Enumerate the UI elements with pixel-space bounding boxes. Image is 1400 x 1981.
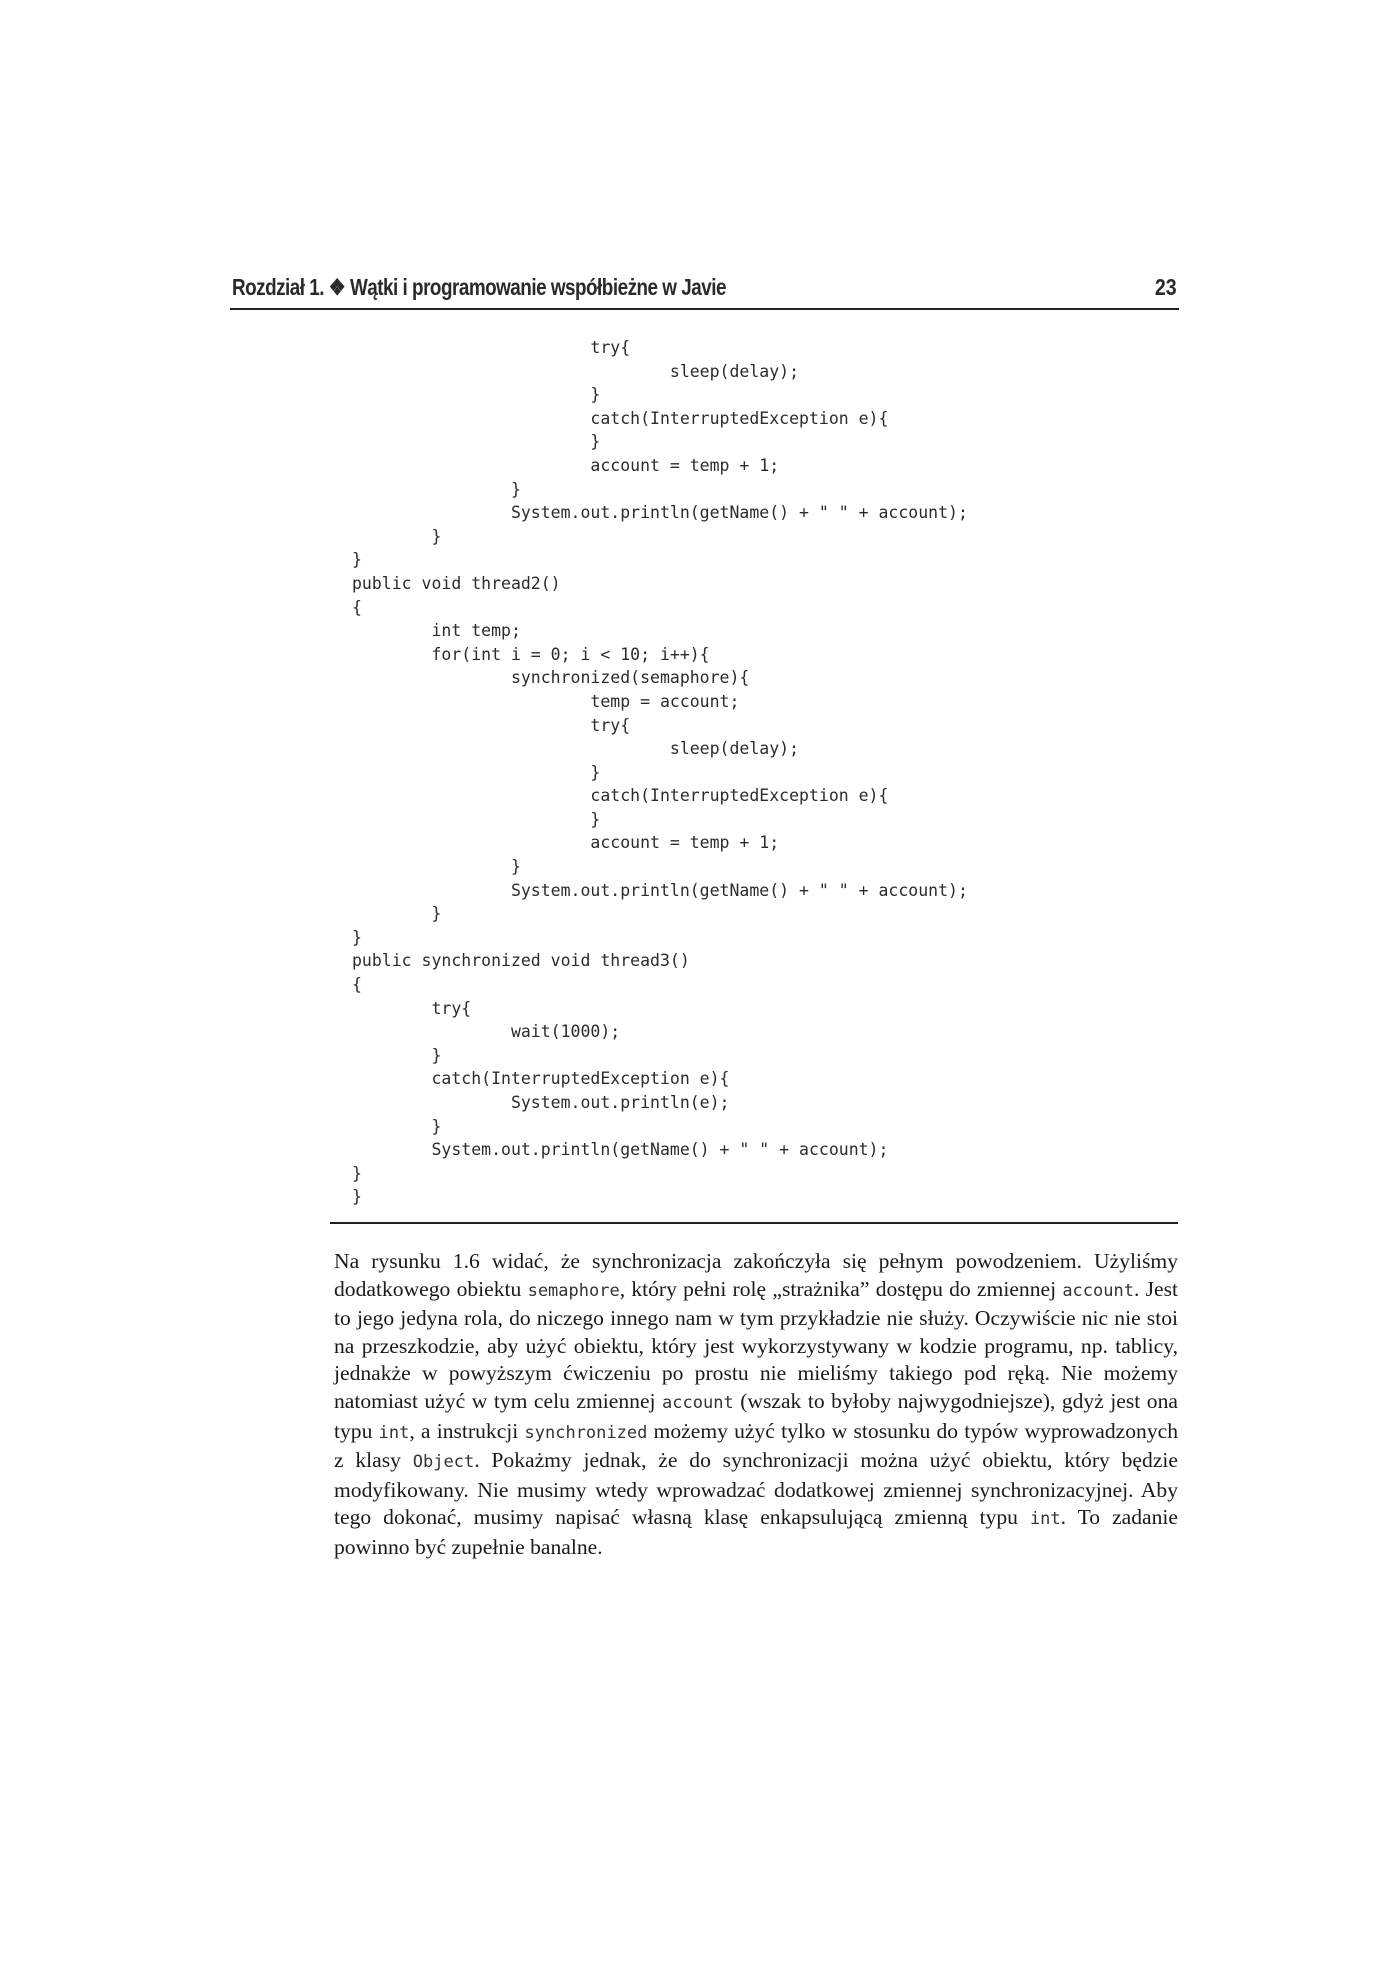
inline-code: int — [378, 1422, 410, 1443]
code-line: } — [352, 550, 362, 570]
code-line: account = temp + 1; — [352, 833, 780, 853]
code-line: synchronized(semaphore){ — [352, 668, 750, 688]
code-line: { — [352, 975, 362, 995]
code-line: } — [352, 526, 442, 546]
code-line: } — [352, 385, 601, 405]
code-line: { — [352, 597, 362, 617]
code-line: } — [352, 809, 601, 829]
code-line: try{ — [352, 715, 631, 735]
code-listing — [352, 336, 1172, 1216]
code-line: sleep(delay); — [352, 361, 800, 381]
code-line: sleep(delay); — [352, 739, 800, 759]
paragraph-text: . To zadanie powinno być zupełnie banalne. — [334, 1505, 1179, 1559]
inline-code: int — [1029, 1509, 1061, 1530]
code-line: } — [352, 1187, 362, 1207]
code-line: int temp; — [352, 621, 521, 641]
code-line: } — [352, 762, 601, 782]
code-line: } — [352, 904, 442, 924]
code-line: try{ — [352, 998, 472, 1018]
running-header — [230, 268, 1179, 310]
code-line: try{ — [352, 338, 631, 357]
inline-code: Object — [412, 1452, 475, 1473]
inline-code: account — [662, 1392, 734, 1413]
page-number: 23 — [1155, 274, 1177, 300]
paragraph-text: możemy użyć tylko w stosunku do typów wyprowadzonych z klasy — [334, 1418, 1178, 1473]
code-line: System.out.println(getName() + " " + account); — [352, 503, 968, 523]
inline-code: synchronized — [524, 1422, 648, 1443]
code-line: public void thread2() — [352, 573, 561, 593]
code-line: catch(InterruptedException e){ — [352, 1069, 730, 1089]
inline-code: semaphore — [527, 1280, 620, 1301]
code-line: catch(InterruptedException e){ — [352, 408, 889, 428]
code-line: } — [352, 857, 521, 877]
paragraph-text: (wszak to byłoby najwygodniejsze), gdyż jest ona typu — [334, 1388, 1178, 1443]
body-paragraph — [334, 1248, 1178, 1562]
code-line: System.out.println(getName() + " " + account); — [352, 1140, 889, 1160]
paragraph-text: , który pełni rolę „strażnika” dostępu do zmiennej — [619, 1276, 1063, 1301]
code-line: wait(1000); — [352, 1022, 621, 1042]
code-line: catch(InterruptedException e){ — [352, 786, 889, 806]
code-line: System.out.println(getName() + " " + account); — [352, 880, 968, 900]
paragraph-text: . Pokażmy jednak, że do synchronizacji można użyć obiektu, który będzie modyfikowany. Nie musimy wtedy wprowadzać dodatkowej zmiennej synchronizacyjnej. Aby tego dokonać, musimy napisać własną klasę enkapsulującą zmienną typu — [334, 1448, 1178, 1530]
paragraph-text: . Jest to jego jedyna rola, do niczego innego nam w tym przykładzie nie służy. Oczywiście nic nie stoi na przeszkodzie, aby użyć obiektu, który jest wykorzystywany w kodzie programu, np. tablicy, jednakże w powyższym ćwiczeniu po prostu nie mieliśmy takiego pod ręką. Nie możemy natomiast użyć w tym celu zmiennej — [334, 1276, 1178, 1413]
code-line: } — [352, 1116, 442, 1136]
code-line: } — [352, 1045, 442, 1065]
paragraph-text: , a instrukcji — [409, 1418, 525, 1443]
code-line: } — [352, 432, 601, 452]
code-line: public synchronized void thread3() — [352, 951, 690, 971]
paragraph-text: Na rysunku 1.6 widać, że synchronizacja zakończyła się pełnym powodzeniem. Użyliśmy dodatkowego obiektu — [334, 1249, 1178, 1301]
code-line: account = temp + 1; — [352, 455, 780, 475]
code-line: System.out.println(e); — [352, 1093, 730, 1112]
code-line: temp = account; — [352, 691, 740, 711]
code-line: } — [352, 1163, 362, 1183]
code-line: for(int i = 0; i < 10; i++){ — [352, 644, 710, 664]
code-line: } — [352, 479, 521, 499]
chapter-title: Rozdział 1. ❖ Wątki i programowanie współbieżne w Javie — [232, 274, 726, 300]
code-line: } — [352, 927, 362, 947]
inline-code: account — [1062, 1280, 1134, 1301]
horizontal-rule — [330, 1222, 1178, 1224]
